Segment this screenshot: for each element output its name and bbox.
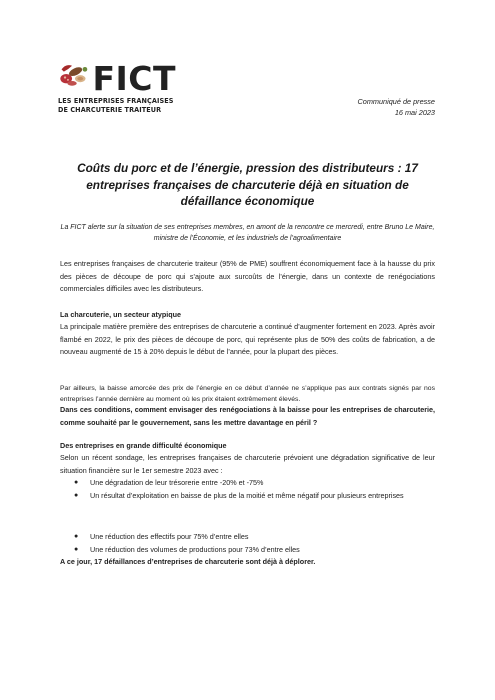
logo-wordmark: FICT (92, 59, 176, 98)
bullet-icon: ● (74, 479, 79, 486)
list-item (60, 477, 435, 490)
press-release-header (358, 96, 435, 118)
list-item-text: Une réduction des effectifs pour 75% d’entre elles (90, 532, 249, 541)
bullet-list-1 (60, 477, 435, 502)
press-release-label: Communiqué de presse (357, 97, 435, 106)
body-paragraph-1 (60, 258, 435, 296)
press-release-date: 16 mai 2023 (394, 108, 435, 117)
paragraph-text: La principale matière première des entreprises de charcuterie a continué d’augmenter fortement en 2023. Après avoir flambé en 2022, le prix des pièces de découpe de porc, qui représente plus de 50% des coûts de fabrication, a de nouveau augmenté de 15 à 20% depuis le début de l’année, pour la plupart des pièces. (60, 322, 435, 356)
section-1-question (60, 404, 435, 429)
bullet-icon: ● (74, 491, 79, 499)
document-title: Coûts du porc et de l’énergie, pression des distributeurs : 17 entreprises françaises de charcuterie déjà en situation de défaillance économique (77, 161, 418, 208)
list-item (60, 531, 435, 544)
bullet-icon: ● (74, 545, 79, 553)
bullet-list-2 (60, 531, 435, 556)
paragraph-text: Selon un récent sondage, les entreprises françaises de charcuterie prévoient une dégradation significative de leur situation financière sur le 1er semestre 2023 avec : (60, 453, 435, 475)
section-1-heading: La charcuterie, un secteur atypique (60, 310, 182, 319)
section-1-text-2 (60, 383, 435, 405)
fict-logo (58, 52, 176, 115)
logo-subtitle-line-1: LES ENTREPRISES FRANÇAISES (58, 96, 174, 105)
paragraph-text: Par ailleurs, la baisse amorcée des prix de l’énergie en ce début d’année ne s’applique pas aux contrats signés par nos entreprises l’année dernière au moment où les prix étaient extrêmement élevés. (60, 385, 435, 404)
section-2-text (60, 452, 435, 477)
list-item (60, 490, 435, 503)
list-item (60, 544, 435, 557)
intro-paragraph: La FICT alerte sur la situation de ses entreprises membres, en amont de la rencontre ce mercredi, entre Bruno Le Maire, ministre de l’Économie, et les industriels de l’agroalimentaire (60, 224, 435, 242)
paragraph-text: Dans ces conditions, comment envisager des renégociations à la baisse pour les entreprises de charcuterie, comme souhaité par le gouvernement, sans les mettre davantage en péril ? (60, 405, 435, 427)
section-2-heading: Des entreprises en grande difficulté économique (60, 441, 227, 450)
section-1-text (60, 321, 435, 359)
logo-subtitle-line-2: DE CHARCUTERIE TRAITEUR (58, 105, 162, 115)
list-item-text: Une dégradation de leur trésorerie entre -20% et -75% (90, 478, 264, 487)
list-item-text: Une réduction des volumes de productions pour 73% d’entre elles (90, 544, 300, 554)
conclusion: A ce jour, 17 défaillances d’entreprises de charcuterie sont déjà à déplorer. (60, 557, 316, 566)
list-item-text: Un résultat d’exploitation en baisse de plus de la moitié et même négatif pour plusieurs entreprises (90, 490, 404, 500)
charcuterie-illustration-icon (58, 52, 88, 96)
bullet-icon: ● (74, 533, 79, 540)
paragraph-text: Les entreprises françaises de charcuterie traiteur (95% de PME) souffrent économiquement face à la hausse du prix des pièces de découpe de porc qui s’ajoute aux surcoûts de l’énergie, dans un contexte de renégociations commerciales difficiles avec les distributeurs. (60, 259, 435, 293)
